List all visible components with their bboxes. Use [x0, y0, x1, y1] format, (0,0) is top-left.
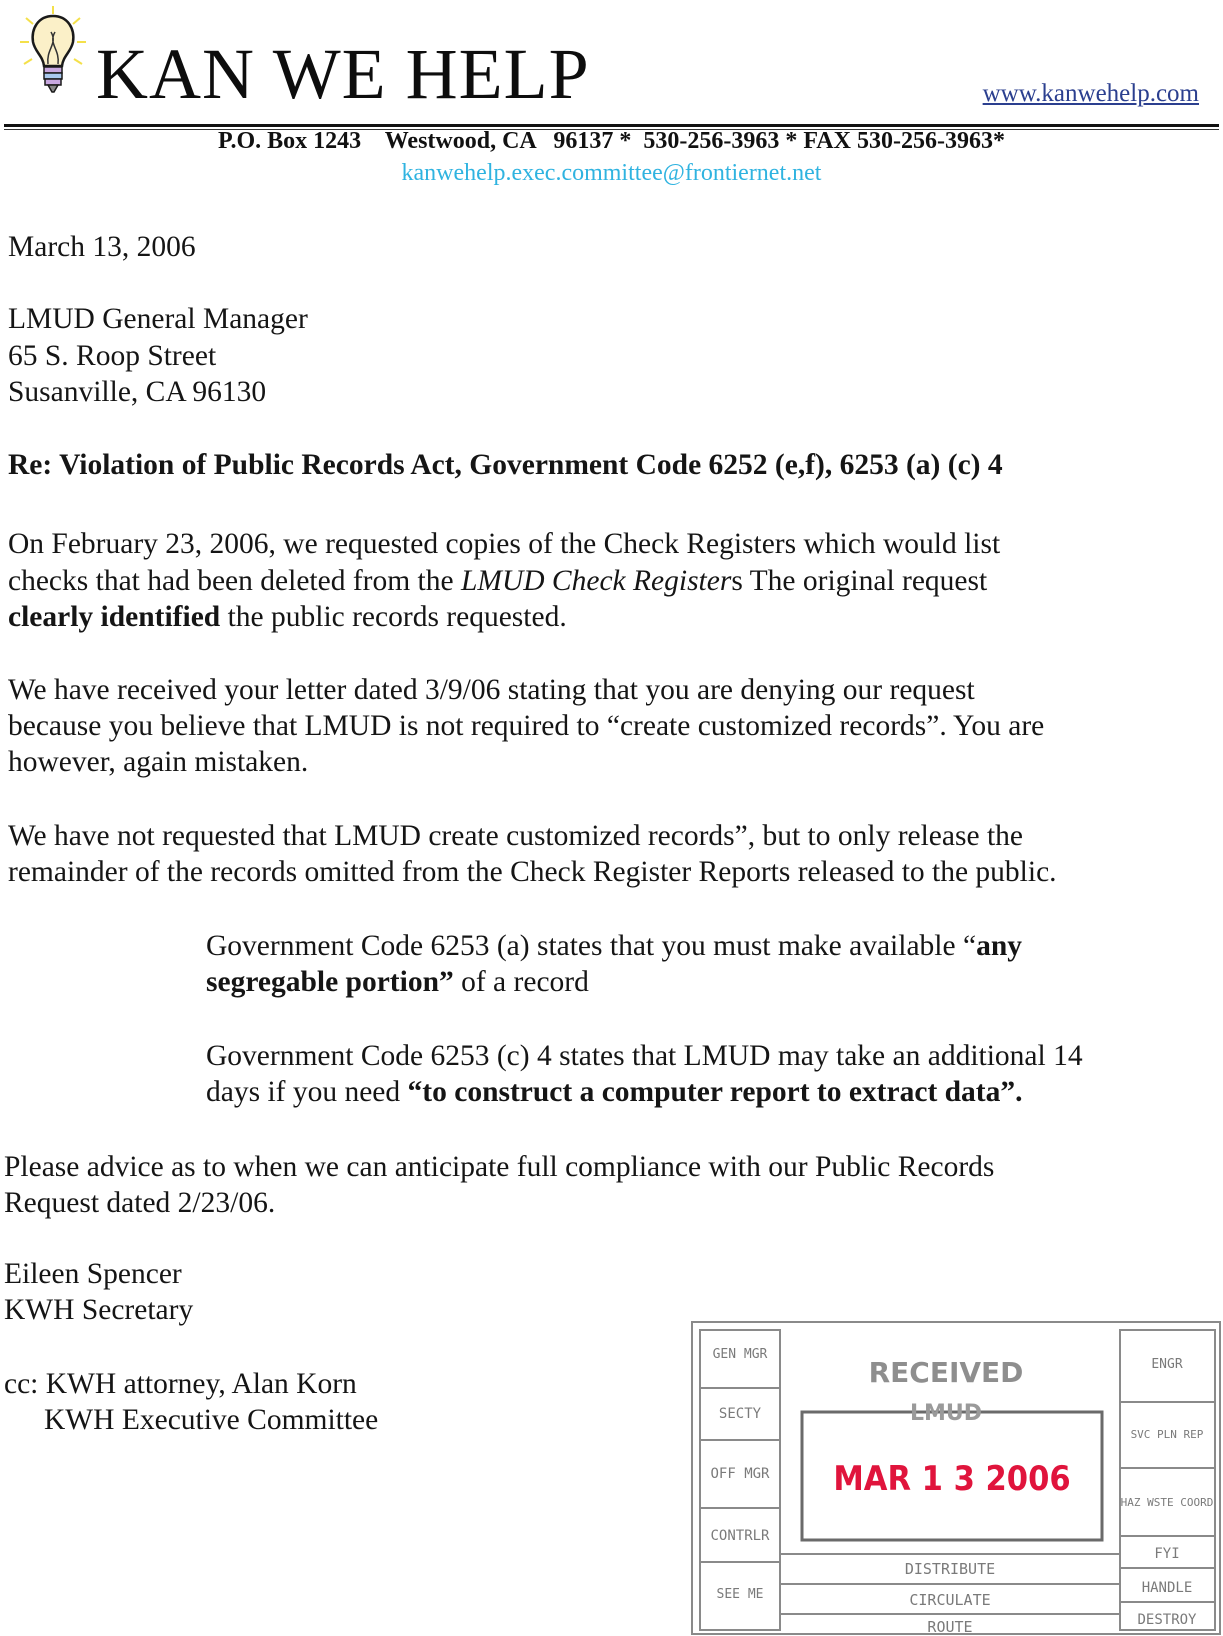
quote2-line-2: days if you need “to construct a computer report to extract data”. [206, 1076, 1023, 1108]
recipient-line-2: 65 S. Roop Street [8, 340, 217, 372]
received-stamp [690, 1318, 1223, 1636]
stamp-label-handle: HANDLE [1141, 1580, 1193, 1596]
subject-line: Re: Violation of Public Records Act, Government Code 6252 (e,f), 6253 (a) (c) 4 [8, 449, 1003, 481]
signature-name: Eileen Spencer [4, 1258, 182, 1290]
signature-title: KWH Secretary [4, 1294, 194, 1326]
recipient-line-3: Susanville, CA 96130 [8, 376, 267, 408]
stamp-label-secty: SECTY [718, 1406, 762, 1422]
cc-line-1: cc: KWH attorney, Alan Korn [4, 1368, 357, 1400]
stamp-label-see-me: SEE ME [716, 1587, 764, 1602]
stamp-label-circulate: CIRCULATE [909, 1591, 991, 1609]
recipient-line-1: LMUD General Manager [8, 303, 308, 335]
cc-line-2: KWH Executive Committee [44, 1404, 379, 1436]
stamp-label-destroy: DESTROY [1137, 1612, 1197, 1628]
stamp-label-engr: ENGR [1151, 1357, 1183, 1372]
quote1-line-2: segregable portion” of a record [206, 966, 589, 998]
quote2-line-1: Government Code 6253 (c) 4 states that LMUD may take an additional 14 [206, 1040, 1083, 1072]
para3-line-2: remainder of the records omitted from the Check Register Reports released to the public. [8, 856, 1057, 888]
header-divider [4, 124, 1219, 127]
stamp-label-off-mgr: OFF MGR [710, 1466, 770, 1482]
para1-line-2: checks that had been deleted from the LMUD Check Registers The original request [8, 565, 988, 597]
para3-line-1: We have not requested that LMUD create customized records”, but to only release the [8, 820, 1023, 852]
quote1-line-1: Government Code 6253 (a) states that you must make available “any [206, 930, 1022, 962]
stamp-label-contrlr: CONTRLR [710, 1528, 770, 1544]
email-address[interactable]: kanwehelp.exec.committee@frontiernet.net [401, 160, 822, 186]
stamp-org: LMUD [909, 1401, 983, 1426]
para2-line-3: however, again mistaken. [8, 746, 309, 778]
stamp-date: MAR 1 3 2006 [833, 1459, 1071, 1499]
para4-line-2: Request dated 2/23/06. [4, 1187, 276, 1219]
website-link[interactable]: www.kanwehelp.com [982, 80, 1199, 107]
stamp-label-haz-wste-coord: HAZ WSTE COORD [1120, 1496, 1214, 1509]
address-line: P.O. Box 1243 Westwood, CA 96137 * 530-256-3963 * FAX 530-256-3963* [218, 128, 1005, 154]
org-name: KAN WE HELP [96, 34, 590, 114]
stamp-label-distribute: DISTRIBUTE [904, 1560, 996, 1578]
stamp-label-fyi: FYI [1154, 1546, 1180, 1562]
stamp-received: RECEIVED [868, 1356, 1024, 1389]
lightbulb-icon [18, 4, 88, 100]
para4-line-1: Please advice as to when we can anticipate full compliance with our Public Records [4, 1151, 995, 1183]
para1-line-1: On February 23, 2006, we requested copies of the Check Registers which would list [8, 528, 1001, 560]
stamp-label-gen-mgr: GEN MGR [712, 1347, 768, 1362]
stamp-label-route: ROUTE [927, 1618, 973, 1636]
para2-line-1: We have received your letter dated 3/9/06 stating that you are denying our request [8, 674, 975, 706]
letter-date: March 13, 2006 [8, 231, 196, 263]
para1-line-3: clearly identified the public records requested. [8, 601, 567, 633]
stamp-label-svc-pln-rep: SVC PLN REP [1130, 1428, 1204, 1441]
para2-line-2: because you believe that LMUD is not required to “create customized records”. You are [8, 710, 1045, 742]
